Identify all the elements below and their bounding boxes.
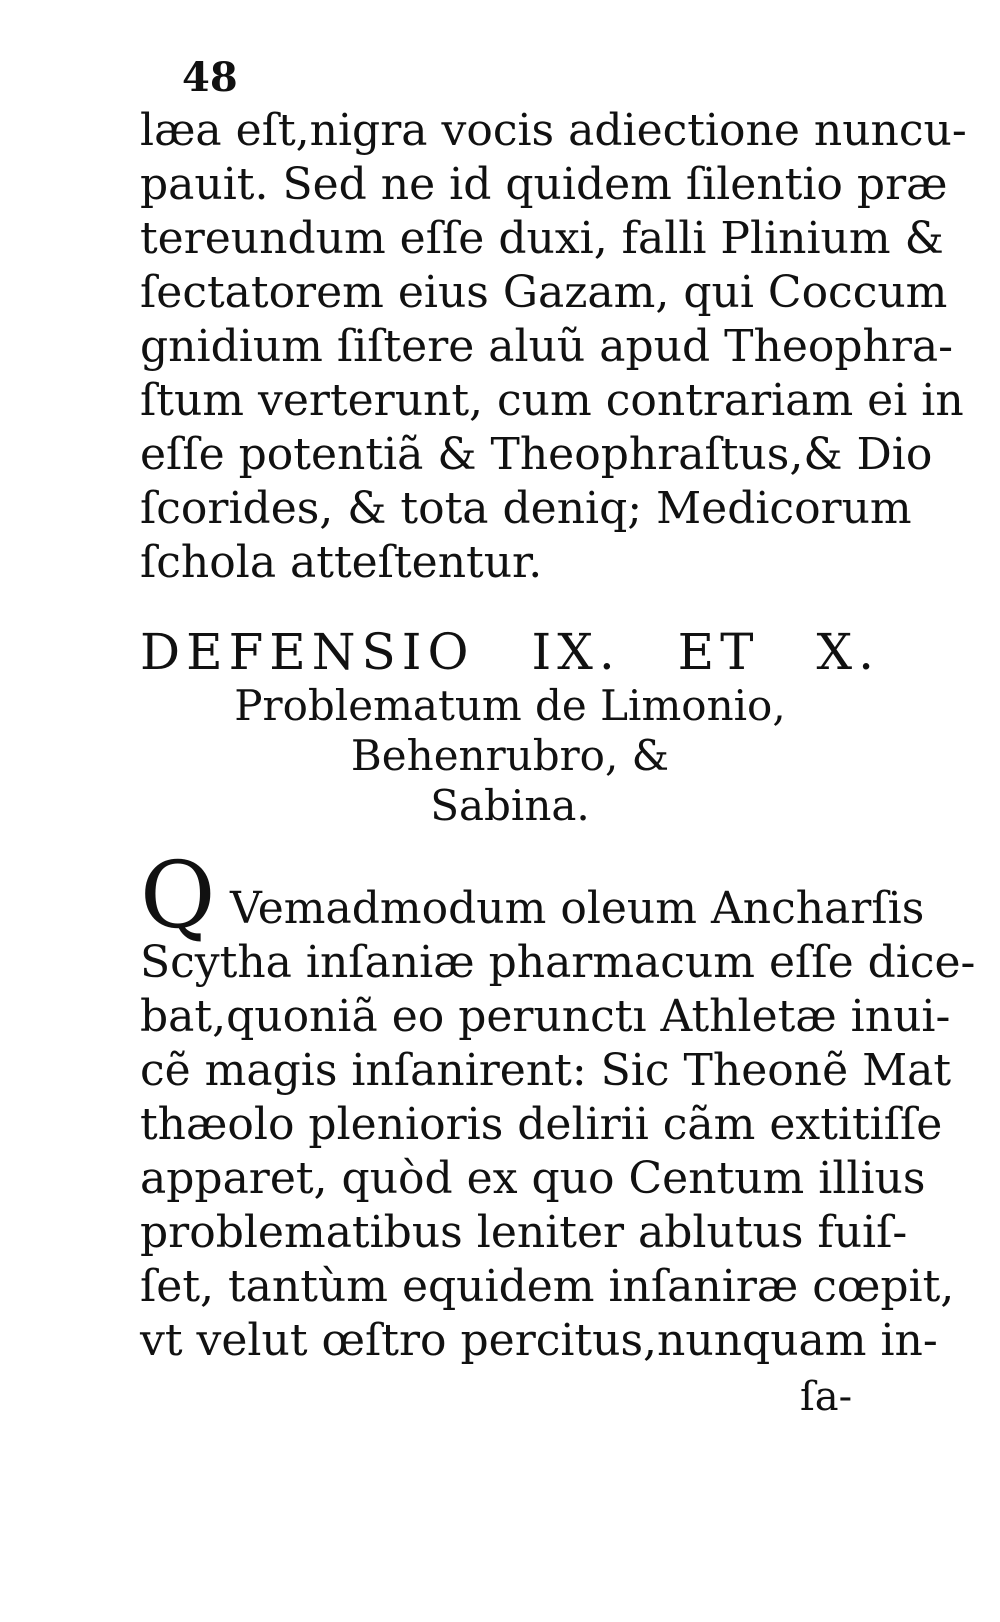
text-line: eſſe potentiã & Theophraſtus,& Dio	[140, 429, 933, 480]
catchword: ſa-	[800, 1374, 853, 1420]
text-line: pauit. Sed ne id quidem ſilentio præ	[140, 159, 948, 210]
text-line: thæolo plenioris delirii cãm extitiſſe	[140, 1099, 943, 1150]
subheading-line: Behenrubro, &	[350, 731, 670, 780]
text-line: Scytha inſaniæ pharmacum eſſe dice-	[140, 937, 976, 988]
text-line: apparet, quòd ex quo Centum illius	[140, 1153, 926, 1204]
text-line: ſcorides, & tota deniq; Medicorum	[140, 483, 912, 534]
text-line: ſchola atteſtentur.	[140, 537, 543, 588]
text-line: cẽ magis inſanirent: Sic Theonẽ Mat	[140, 1045, 952, 1096]
text-line: problematibus leniter ablutus fuiſ-	[140, 1207, 908, 1258]
drop-cap: Q	[140, 842, 216, 949]
text-line: Vemadmodum oleum Ancharſis	[230, 883, 925, 934]
text-line: bat,quoniã eo perunctı Athletæ inui-	[140, 991, 951, 1042]
text-line: ſet, tantùm equidem inſaniræ cœpit,	[140, 1261, 955, 1312]
text-line: gnidium ſiſtere aluũ apud Theophra-	[140, 321, 953, 372]
text-line: ſectatorem eius Gazam, qui Coccum	[140, 267, 948, 318]
text-line: læa eſt,nigra vocis adiectione nuncu-	[140, 105, 967, 156]
text-line: tereundum eſſe duxi, falli Plinium &	[140, 213, 944, 264]
page-number: 48	[182, 54, 238, 101]
subheading-line: Problematum de Limonio,	[234, 681, 786, 730]
section-heading: DEFENSIO IX. ET X.	[140, 623, 880, 681]
subheading-line: Sabina.	[430, 781, 590, 830]
text-line: vt velut œſtro percitus,nunquam in-	[140, 1315, 938, 1366]
text-line: ſtum verterunt, cum contrariam ei in	[140, 375, 964, 426]
